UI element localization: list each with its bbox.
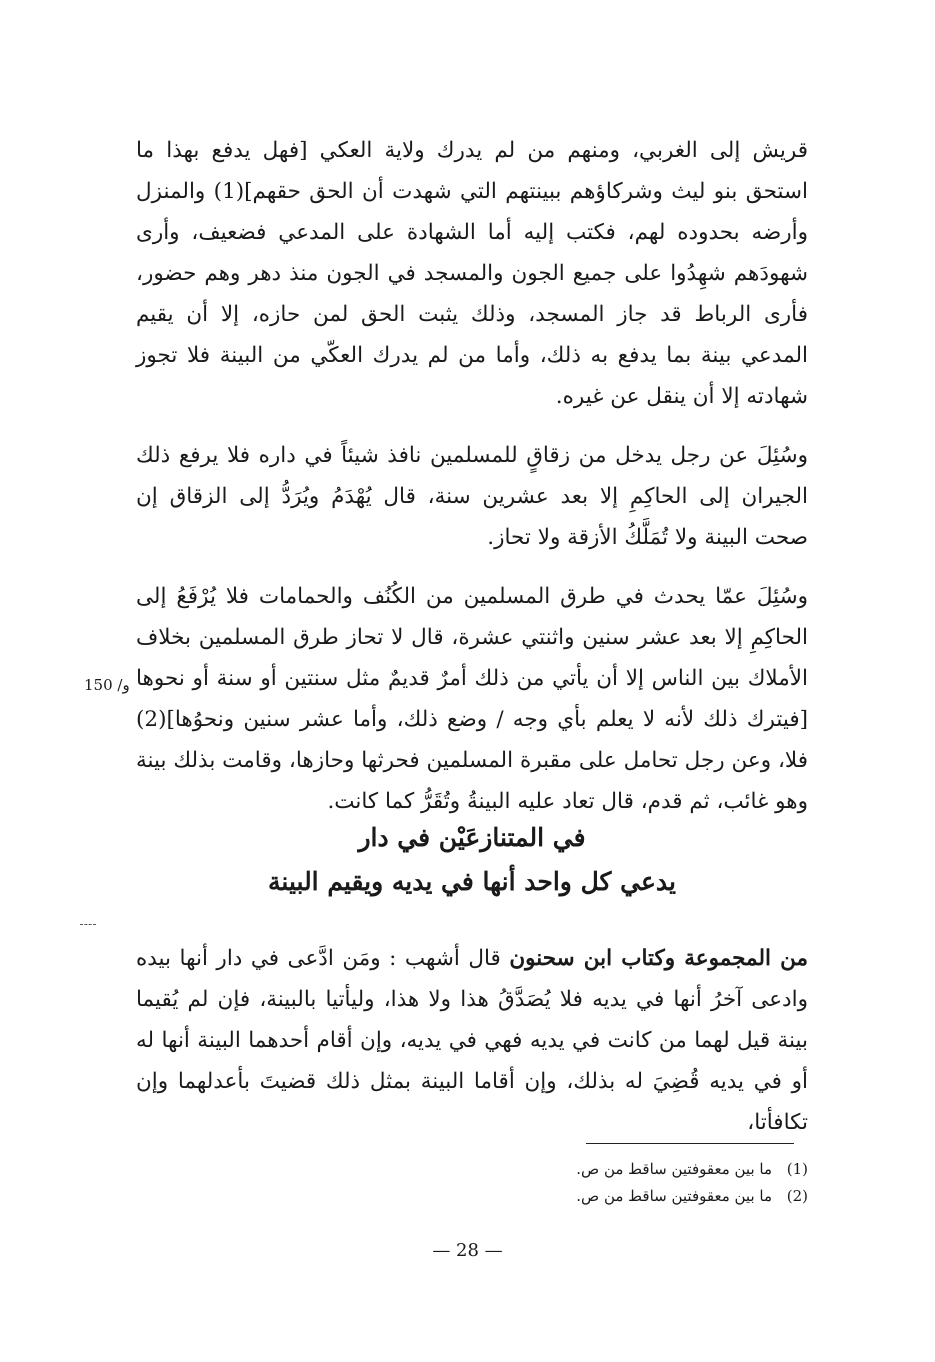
section-2-body: قال أشهب : ومَن ادَّعى في دار أنها بيده وادعى آخرُ أنها في يديه فلا يُصَدَّقُ هذا ولا هذا، وليأتيا بالبينة، فإن لم يُقيما بينة قيل لهما من كانت في يديه فهي في يديه، وإن أقام أحدهما البينة أنها له أو في يديه قُضِيَ له بذلك، وإن أقاما البينة بمثل ذلك قضيتَ بأعدلهما وإن تكافأتا،	[136, 946, 808, 1135]
footnote-2	[436, 1183, 808, 1210]
heading-line-2: يدعي كل واحد أنها في يديه ويقيم البينة	[268, 867, 676, 896]
folio-margin-note: 150 /و	[84, 676, 130, 694]
section-2-paragraph	[136, 938, 808, 1143]
section-2-text	[136, 938, 808, 1143]
footnote-text: ما بين معقوفتين ساقط من ص.	[576, 1187, 772, 1205]
source-reference: من المجموعة وكتاب ابن سحنون	[509, 946, 809, 971]
footnotes	[436, 1156, 808, 1210]
paragraph-3: وسُئِلَ عمّا يحدث في طرق المسلمين من الكُنُف والحمامات فلا يُرْفَعُ إلى الحاكِمِ إلا بعد عشر سنين واثنتي عشرة، قال لا تحاز طرق المسلمين بخلاف الأملاك بين الناس إلا أن يأتي من ذلك أمرٌ قديمٌ مثل سنتين أو سنة أو نحوها [فيترك ذلك لأنه لا يعلم بأي وجه / وضع ذلك، وأما عشر سنين ونحوُها](2) فلا، وعن رجل تحامل على مقبرة المسلمين فحرثها وحازها، وقامت بذلك بينة وهو غائب، ثم قدم، قال تعاد عليه البينةُ وتُقَرُّ كما كانت.	[136, 584, 808, 814]
heading-line-1: في المتنازعَيْن في دار	[358, 823, 586, 852]
footnote-number: (2)	[786, 1187, 808, 1205]
margin-dash	[80, 924, 96, 925]
paragraph-1: قريش إلى الغربي، ومنهم من لم يدرك ولاية العكي [فهل يدفع بهذا ما استحق بنو ليث وشركاؤهم ببينتهم التي شهدت أن الحق حقهم](1) والمنزل وأرضه بحدوده لهم، فكتب إليه أما الشهادة على المدعي فضعيف، وأرى شهودَهم شهِدُوا على جميع الجون والمسجد في الجون منذ دهر وهم حضور، فأرى الرباط قد جاز المسجد، وذلك يثبت الحق لمن حازه، إلا أن يقيم المدعي بينة بما يدفع به ذلك، وأما من لم يدرك العكّي من البينة فلا تجوز شهادته إلا أن ينقل عن غيره.	[136, 138, 808, 409]
footnote-1	[436, 1156, 808, 1183]
paragraph-2: وسُئِلَ عن رجل يدخل من زقاقٍ للمسلمين نافذ شيئاً في داره فلا يرفع ذلك الجيران إلى الحاكِمِ إلا بعد عشرين سنة، قال يُهْدَمُ ويُرَدُّ إلى الزقاق إن صحت البينة ولا تُمَلَّكُ الأزقة ولا تحاز.	[136, 443, 808, 550]
footnote-text: ما بين معقوفتين ساقط من ص.	[576, 1160, 772, 1178]
page-number: — 28 —	[432, 1240, 503, 1261]
body-text	[136, 130, 808, 822]
section-heading	[136, 816, 808, 904]
footnote-number: (1)	[786, 1160, 808, 1178]
footnote-divider	[586, 1143, 794, 1144]
